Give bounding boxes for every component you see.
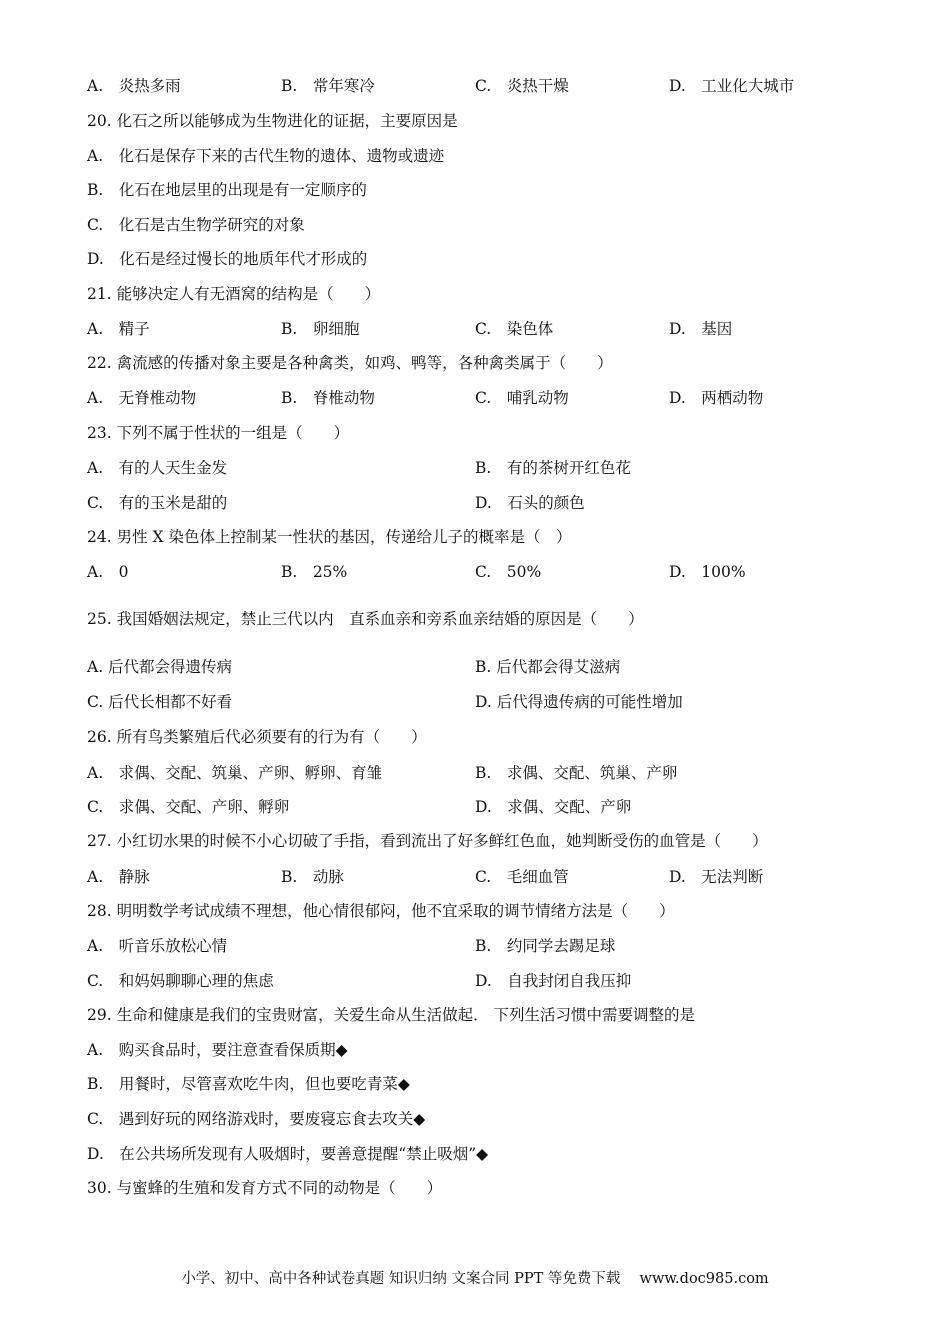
answer-option: D. 基因 — [669, 320, 733, 338]
answer-option: A. 精子 — [87, 320, 150, 338]
question-text: 20. 化石之所以能够成为生物进化的证据，主要原因是 — [87, 112, 458, 130]
answer-option: B. 有的茶树开红色花 — [475, 459, 631, 477]
answer-option: B. 用餐时，尽管喜欢吃牛肉，但也要吃青菜◆ — [87, 1075, 410, 1093]
question-text: 21. 能够决定人有无酒窝的结构是（ ） — [87, 285, 381, 303]
answer-option: C. 50% — [475, 563, 542, 581]
answer-option: C. 毛细血管 — [475, 868, 569, 886]
answer-option: A. 炎热多雨 — [87, 77, 181, 95]
answer-option: D. 石头的颜色 — [475, 494, 585, 512]
answer-option: D. 工业化大城市 — [669, 77, 795, 95]
answer-option: A. 化石是保存下来的古代生物的遗体、遗物或遗迹 — [87, 147, 445, 165]
question-text: 23. 下列不属于性状的一组是（ ） — [87, 424, 350, 442]
answer-option: A. 后代都会得遗传病 — [87, 658, 233, 676]
answer-option: B. 化石在地层里的出现是有一定顺序的 — [87, 181, 367, 199]
answer-option: C. 染色体 — [475, 320, 554, 338]
answer-option: A. 有的人天生金发 — [87, 459, 228, 477]
answer-option: A. 无脊椎动物 — [87, 389, 197, 407]
question-text: 22. 禽流感的传播对象主要是各种禽类，如鸡、鸭等，各种禽类属于（ ） — [87, 354, 613, 372]
answer-option: B. 后代都会得艾滋病 — [475, 658, 621, 676]
answer-option: C. 炎热干燥 — [475, 77, 569, 95]
question-text: 29. 生命和健康是我们的宝贵财富，关爱生命从生活做起． 下列生活习惯中需要调整的是 — [87, 1006, 696, 1024]
answer-option: C. 有的玉米是甜的 — [87, 494, 228, 512]
answer-option: A. 购买食品时，要注意查看保质期◆ — [87, 1041, 348, 1059]
answer-option: D. 100% — [669, 563, 746, 581]
answer-option: C. 和妈妈聊聊心理的焦虑 — [87, 972, 274, 990]
question-text: 25. 我国婚姻法规定，禁止三代以内 直系血亲和旁系血亲结婚的原因是（ ） — [87, 610, 644, 628]
answer-option: A. 0 — [87, 563, 129, 581]
answer-option: D. 自我封闭自我压抑 — [475, 972, 632, 990]
answer-option: C. 求偶、交配、产卵、孵卵 — [87, 798, 290, 816]
answer-option: D. 求偶、交配、产卵 — [475, 798, 632, 816]
answer-option: B. 求偶、交配、筑巢、产卵 — [475, 764, 678, 782]
question-text: 26. 所有鸟类繁殖后代必须要有的行为有（ ） — [87, 728, 427, 746]
answer-option: A. 求偶、交配、筑巢、产卵、孵卵、育雏 — [87, 764, 383, 782]
answer-option: B. 常年寒冷 — [281, 77, 375, 95]
answer-option: D. 在公共场所发现有人吸烟时，要善意提醒“禁止吸烟”◆ — [87, 1145, 489, 1163]
answer-option: B. 约同学去踢足球 — [475, 937, 616, 955]
question-text: 24. 男性 X 染色体上控制某一性状的基因，传递给儿子的概率是（ ） — [87, 528, 572, 546]
answer-option: A. 听音乐放松心情 — [87, 937, 228, 955]
answer-option: B. 脊椎动物 — [281, 389, 375, 407]
answer-option: C. 遇到好玩的网络游戏时，要废寝忘食去攻关◆ — [87, 1110, 426, 1128]
answer-option: D. 后代得遗传病的可能性增加 — [475, 693, 683, 711]
answer-option: D. 两栖动物 — [669, 389, 764, 407]
question-text: 27. 小红切水果的时候不小心切破了手指，看到流出了好多鲜红色血，她判断受伤的血管是（ ） — [87, 832, 768, 850]
footer-text: 小学、初中、高中各种试卷真题 知识归纳 文案合同 PPT 等免费下载 www.doc985.com — [181, 1271, 769, 1287]
answer-option: B. 25% — [281, 563, 348, 581]
answer-option: A. 静脉 — [87, 868, 150, 886]
question-text: 30. 与蜜蜂的生殖和发育方式不同的动物是（ ） — [87, 1179, 443, 1197]
question-text: 28. 明明数学考试成绩不理想，他心情很郁闷，他不宜采取的调节情绪方法是（ ） — [87, 902, 675, 920]
answer-option: D. 无法判断 — [669, 868, 764, 886]
answer-option: B. 动脉 — [281, 868, 344, 886]
answer-option: C. 哺乳动物 — [475, 389, 569, 407]
answer-option: C. 化石是古生物学研究的对象 — [87, 216, 305, 234]
answer-option: D. 化石是经过慢长的地质年代才形成的 — [87, 250, 368, 268]
answer-option: B. 卵细胞 — [281, 320, 360, 338]
answer-option: C. 后代长相都不好看 — [87, 693, 233, 711]
